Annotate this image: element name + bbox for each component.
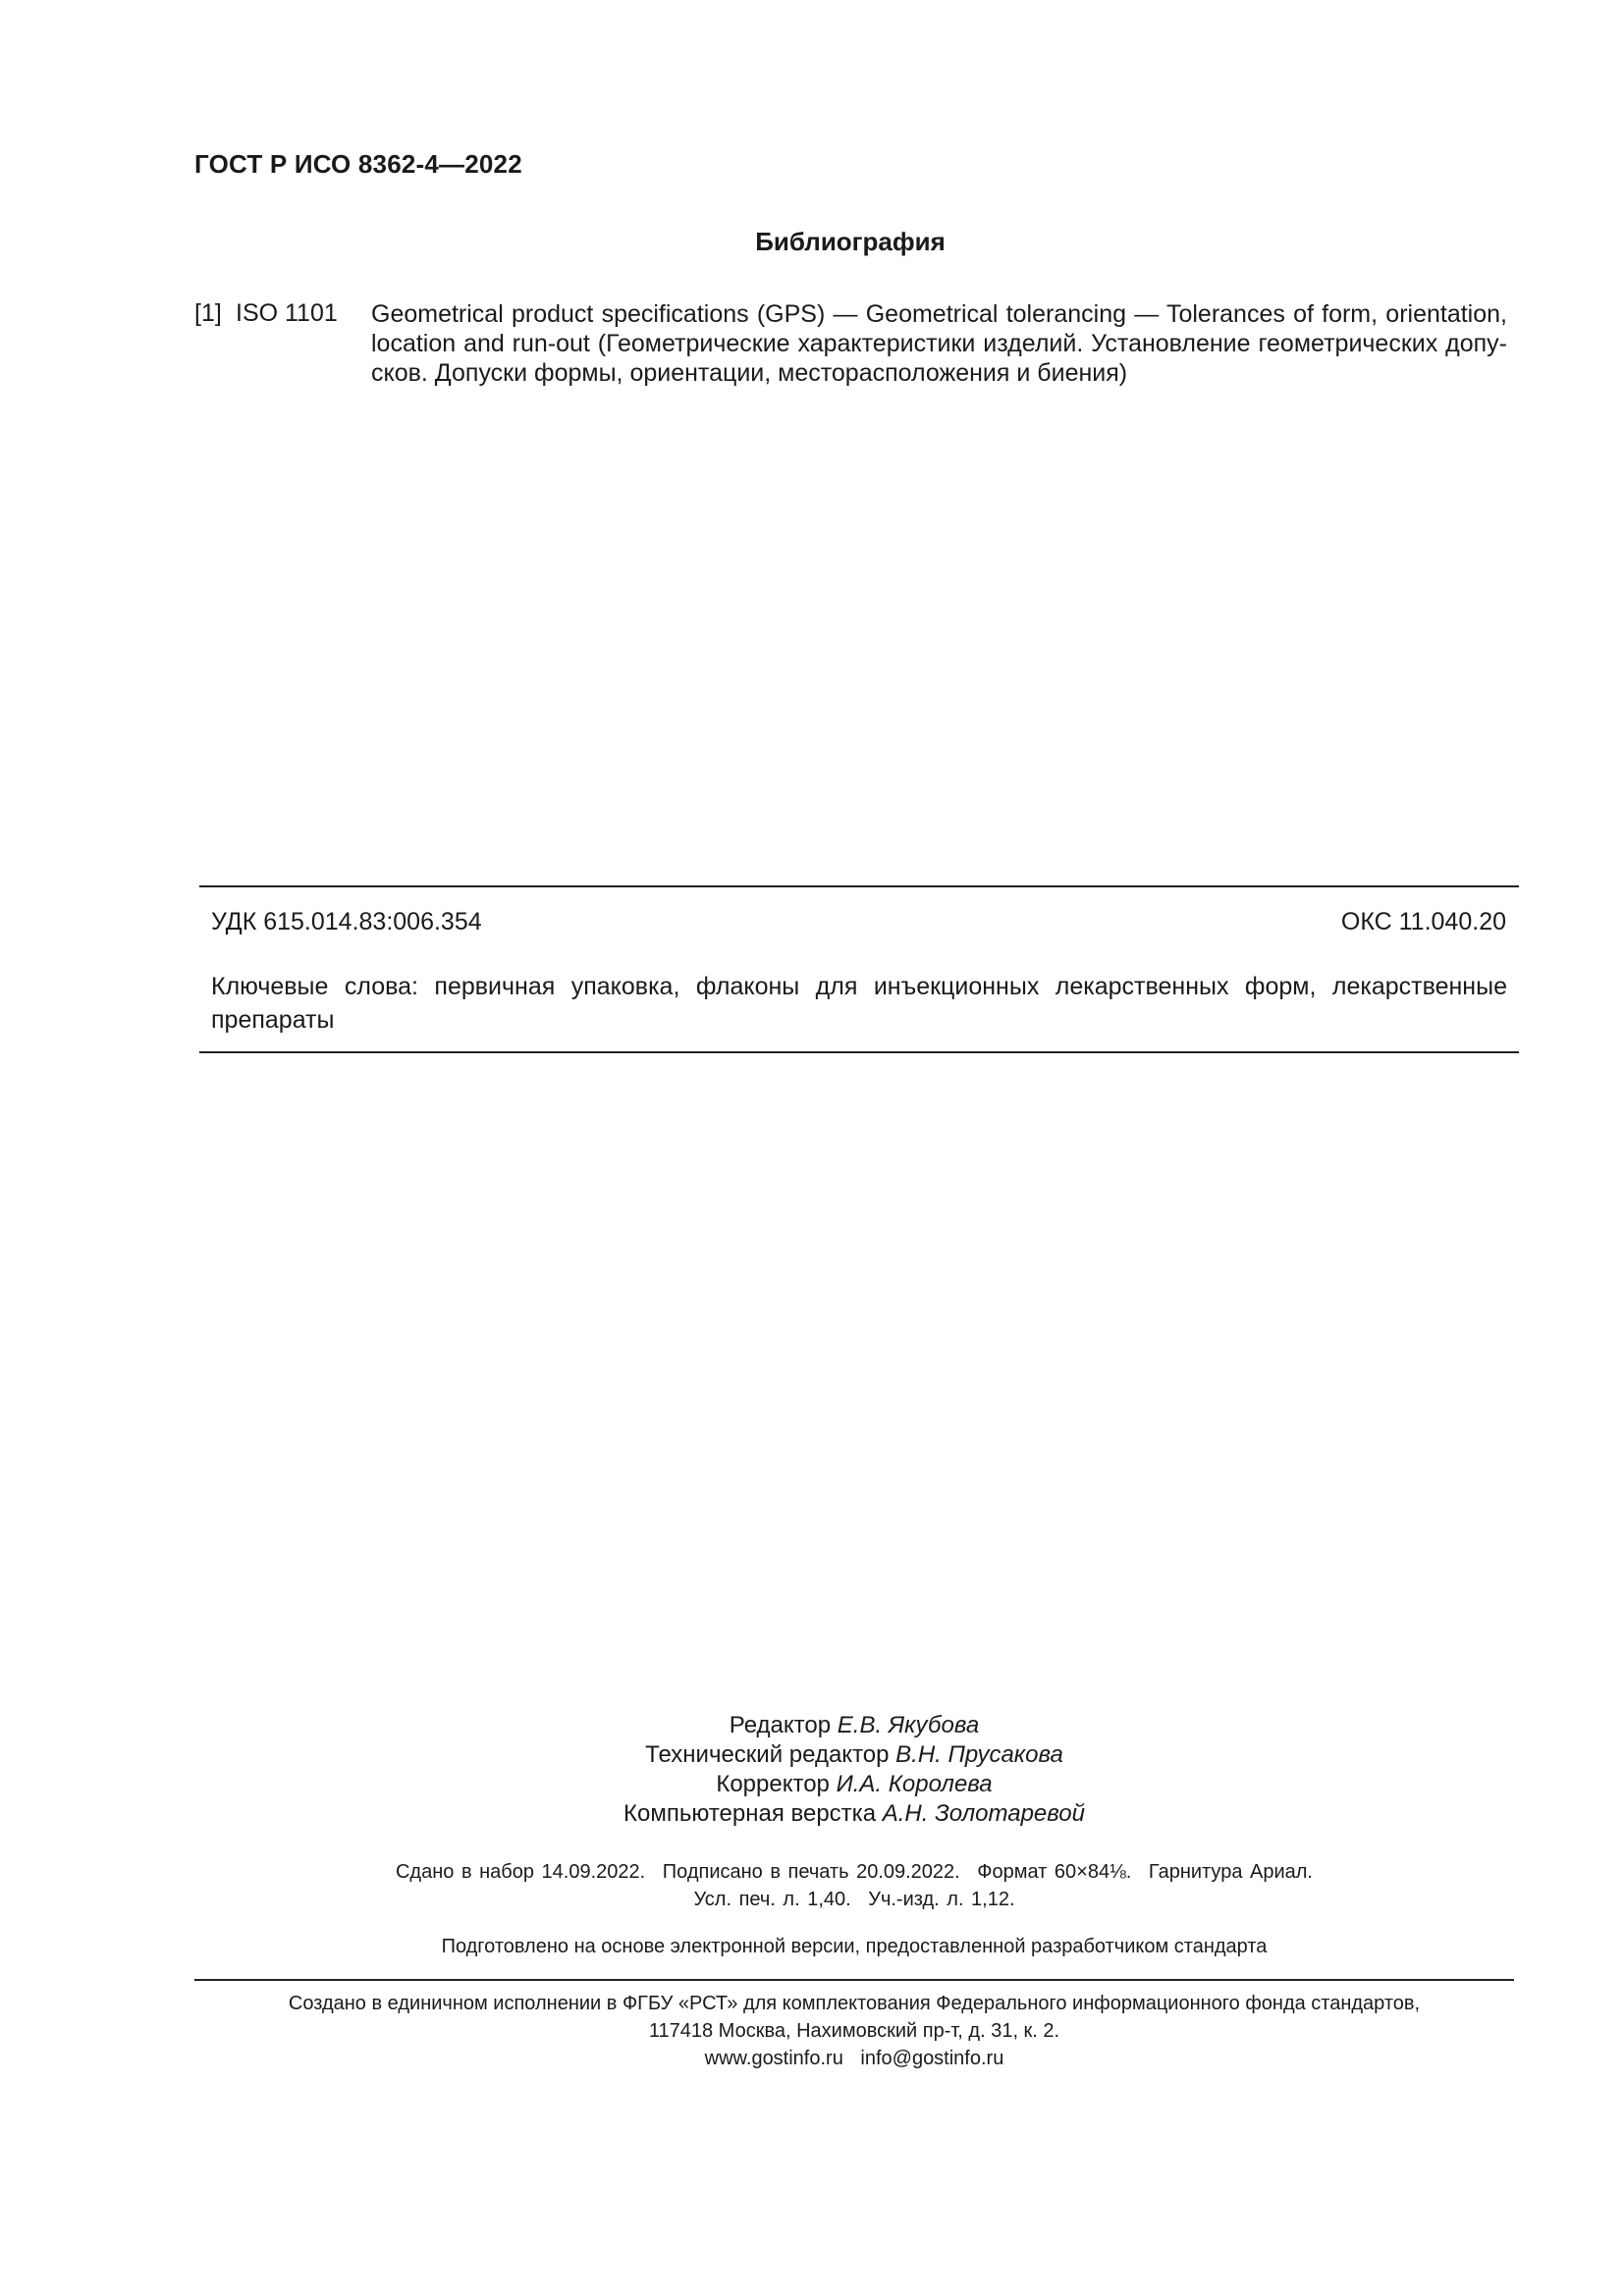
publication-sheets: Уч.-изд. л. 1,12. (868, 1889, 1015, 1910)
footer-line-1: Создано в единичном исполнении в ФГБУ «РСТ» для комплектования Федерального информационного фонда стандартов, (288, 1993, 1421, 2014)
footer-email[interactable]: info@gostinfo.ru (860, 2048, 1004, 2069)
keywords: Ключевые слова: первичная упаковка, флаконы для инъекционных лекарственных форм, лекарственные препараты (211, 973, 1507, 1034)
print-typeset-date: Сдано в набор 14.09.2022. (395, 1861, 646, 1883)
divider-bottom (199, 1051, 1519, 1053)
udk-code: УДК 615.014.83:006.354 (211, 908, 482, 935)
bibliography-standard-id: ISO 1101 (236, 299, 338, 327)
credit-proofreader (0, 1770, 1624, 1799)
oks-code: ОКС 11.040.20 (1340, 908, 1506, 935)
publisher-footer (0, 1990, 1624, 2072)
print-font: Гарнитура Ариал. (1148, 1861, 1313, 1883)
divider-top (199, 885, 1519, 887)
print-info-line-1 (0, 1858, 1624, 1886)
bibliography-ref-number: [1] (194, 299, 222, 327)
credit-name: В.Н. Прусакова (895, 1741, 1063, 1768)
footer-website[interactable]: www.gostinfo.ru (704, 2048, 843, 2069)
credit-name: Е.В. Якубова (837, 1712, 980, 1738)
prepared-note: Подготовлено на основе электронной версии, предоставленной разработчиком стандарта (441, 1936, 1268, 1957)
credit-role: Технический редактор (645, 1741, 890, 1768)
credit-name: А.Н. Золотаревой (882, 1800, 1085, 1827)
footer-contacts (0, 2045, 1624, 2072)
divider-footer (194, 1979, 1514, 1981)
credit-name: И.А. Королева (836, 1771, 993, 1797)
footer-address: 117418 Москва, Нахимовский пр-т, д. 31, к. 2. (648, 2020, 1060, 2042)
bibliography-description: Geometrical product specifications (GPS) — Geometrical tolerancing — Tolerances of form, orientation, location and run-out (Геометрические характеристики изделий. Установление геометрических допусков. Допуски формы, ориентации, месторасположения и биения) (371, 300, 1507, 387)
document-code: ГОСТ Р ИСО 8362-4—2022 (194, 149, 522, 179)
credit-layout (0, 1799, 1624, 1829)
credit-editor (0, 1711, 1624, 1740)
credit-role: Корректор (716, 1771, 830, 1797)
print-info-line-2 (0, 1886, 1624, 1913)
bibliography-title: Библиография (755, 227, 946, 256)
print-signed-date: Подписано в печать 20.09.2022. (662, 1861, 960, 1883)
credit-role: Редактор (729, 1712, 832, 1738)
credit-role: Компьютерная верстка (623, 1800, 877, 1827)
print-sheets: Усл. печ. л. 1,40. (693, 1889, 851, 1910)
credits-block (0, 1711, 1624, 1829)
credit-tech-editor (0, 1740, 1624, 1770)
print-format: Формат 60×84⅛. (977, 1861, 1132, 1883)
print-info (0, 1858, 1624, 1913)
